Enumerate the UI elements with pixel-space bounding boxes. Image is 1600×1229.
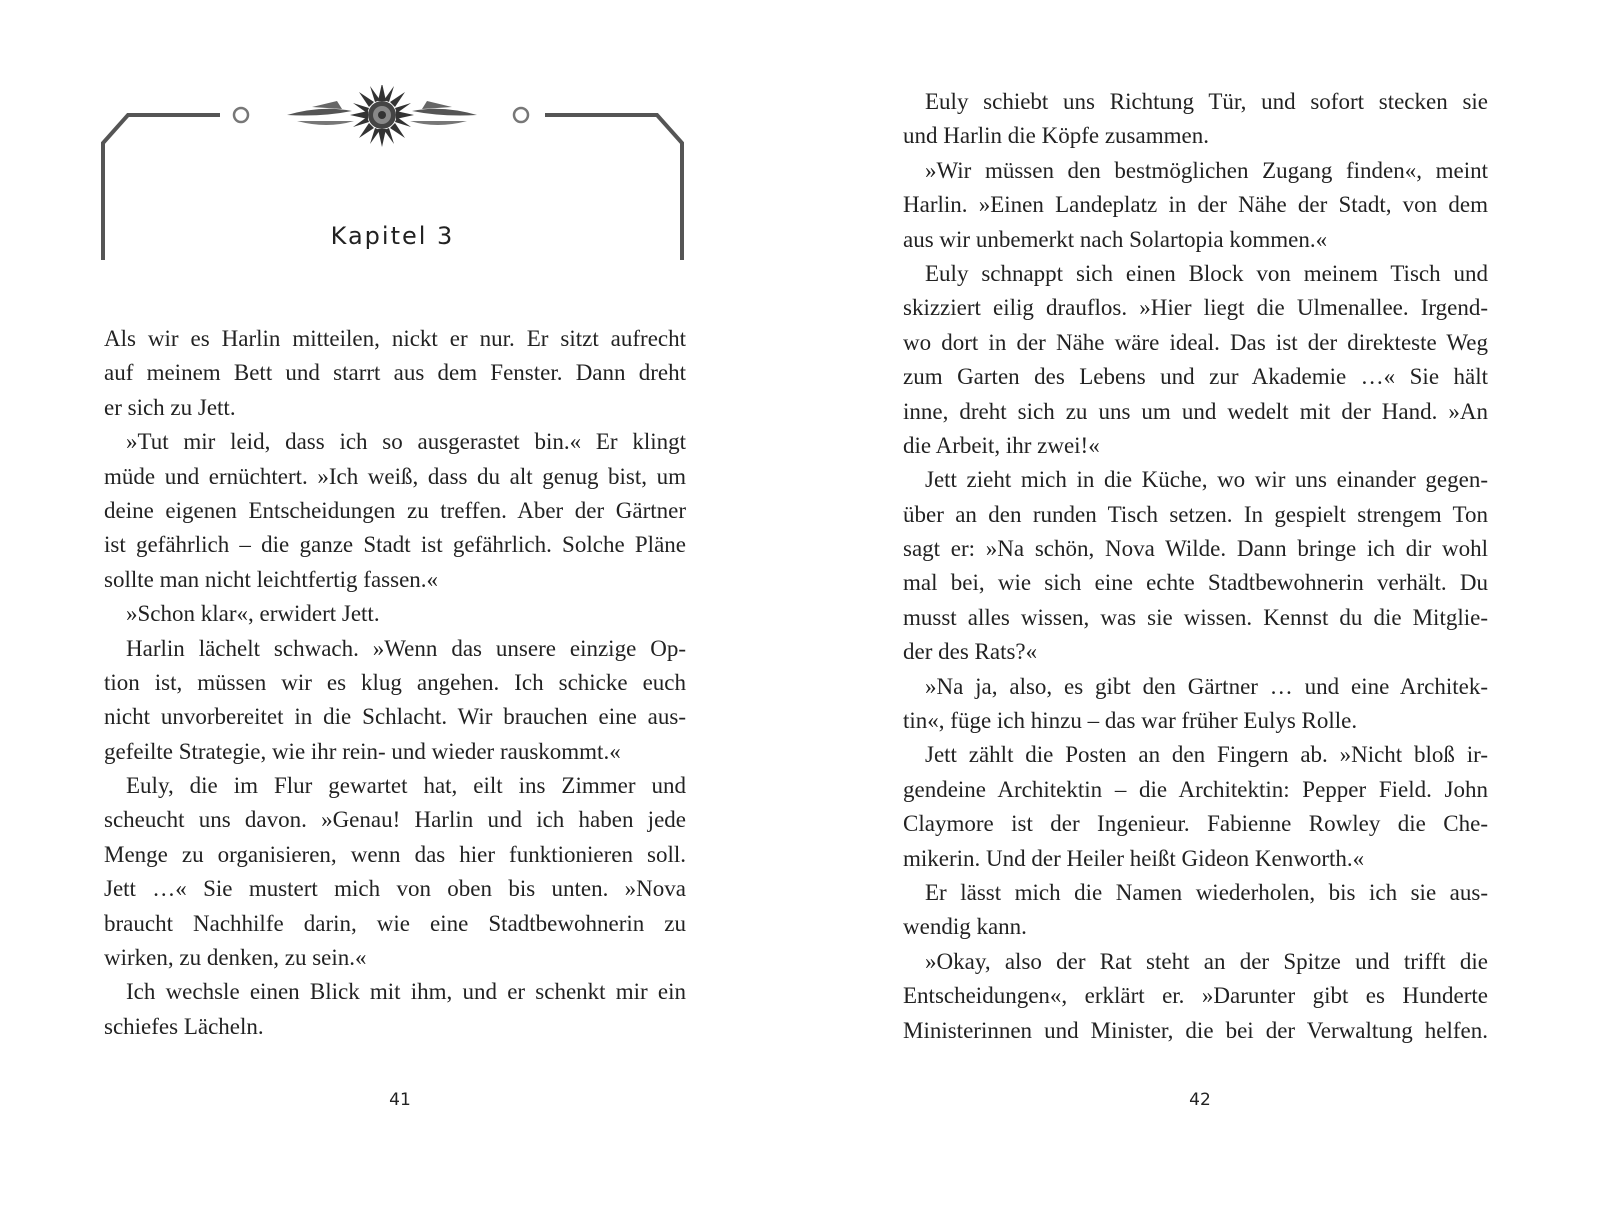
text-line: wendig kann. [903,914,1027,940]
text-line: Ich wechsle einen Blick mit ihm, und er schenkt mir ein [126,979,686,1005]
text-line: über an den runden Tisch setzen. In gespielt strengem Ton [903,501,1488,527]
text-line: Harlin. »Einen Landeplatz in der Nähe der Stadt, von dem [903,192,1488,218]
text-line: deine eigenen Entscheidungen zu treffen. Aber der Gärtner [104,497,686,523]
text-line: Als wir es Harlin mitteilen, nickt er nur. Er sitzt aufrecht [104,326,686,351]
text-line: wirken, zu denken, zu sein.« [104,945,367,971]
text-line: braucht Nachhilfe darin, wie eine Stadtbewohnerin zu [104,910,686,936]
text-line: »Schon klar«, erwidert Jett. [126,601,380,627]
text-line: inne, dreht sich zu uns um und wedelt mit der Hand. »An [903,398,1488,424]
text-line: müde und ernüchtert. »Ich weiß, dass du alt genug bist, um [104,463,686,489]
right-knob-icon [514,108,528,122]
left-page-text [104,322,686,1044]
text-line: zum Garten des Lebens und zur Akademie …« Sie hält [903,364,1488,390]
text-line: gendeine Architektin – die Architektin: Pepper Field. John [903,776,1488,802]
text-line: Jett zieht mich in die Küche, wo wir uns einander gegen- [925,467,1488,493]
text-line: tion ist, müssen wir es klug angehen. Ich schicke euch [104,669,686,695]
text-line: Entscheidungen«, erklärt er. »Darunter gibt es Hunderte [903,983,1488,1009]
chapter-title: Kapitel 3 [330,222,455,250]
text-line: »Okay, also der Rat steht an der Spitze und trifft die [925,948,1488,974]
text-line: Euly, die im Flur gewartet hat, eilt ins Zimmer und [126,773,686,799]
page-number-left: 41 [389,1090,411,1110]
text-line: Jett zählt die Posten an den Fingern ab. »Nicht bloß ir- [925,742,1488,768]
text-line: skizziert eilig drauflos. »Hier liegt die Ulmenallee. Irgend- [903,295,1488,321]
text-line: Harlin lächelt schwach. »Wenn das unsere einzige Op- [126,635,686,661]
page-number-right: 42 [1189,1090,1211,1110]
text-line: gefeilte Strategie, wie ihr rein- und wieder rauskommt.« [104,738,621,764]
text-line: Er lässt mich die Namen wiederholen, bis ich sie aus- [925,879,1488,905]
text-line: musst alles wissen, was sie wissen. Kennst du die Mitglie- [903,604,1488,630]
text-line: sagt er: »Na schön, Nova Wilde. Dann bringe ich dir wohl [903,536,1488,562]
text-line: mal bei, wie sich eine echte Stadtbewohnerin verhält. Du [903,570,1488,596]
right-page-text [903,85,1488,1048]
text-line: Menge zu organisieren, wenn das hier funktionieren soll. [104,841,686,867]
text-line: Claymore ist der Ingenieur. Fabienne Rowley die Che- [903,811,1488,837]
text-line: er sich zu Jett. [104,394,236,420]
text-line: der des Rats?« [903,639,1038,665]
text-line: Euly schnappt sich einen Block von meinem Tisch und [925,260,1488,286]
text-line: »Na ja, also, es gibt den Gärtner … und eine Architek- [925,673,1488,699]
text-line: und Harlin die Köpfe zusammen. [903,123,1209,149]
text-line: »Wir müssen den bestmöglichen Zugang finden«, meint [925,157,1488,183]
text-line: schiefes Lächeln. [104,1013,264,1039]
text-line: Ministerinnen und Minister, die bei der Verwaltung helfen. [903,1017,1488,1043]
text-line: auf meinem Bett und starrt aus dem Fenster. Dann dreht [104,360,686,386]
text-line: Jett …« Sie mustert mich von oben bis unten. »Nova [104,876,686,902]
text-line: die Arbeit, ihr zwei!« [903,432,1100,458]
text-line: Euly schiebt uns Richtung Tür, und sofort stecken sie [925,89,1488,114]
text-line: nicht unvorbereitet in die Schlacht. Wir brauchen eine aus- [104,704,686,730]
text-line: mikerin. Und der Heiler heißt Gideon Kenworth.« [903,845,1365,871]
text-line: sollte man nicht leichtfertig fassen.« [104,566,439,592]
text-line: tin«, füge ich hinzu – das war früher Eulys Rolle. [903,708,1358,734]
right-page [800,0,1600,1229]
text-line: ist gefährlich – die ganze Stadt ist gefährlich. Solche Pläne [104,532,686,558]
text-line: wo dort in der Nähe wäre ideal. Das ist der direkteste Weg [903,329,1488,355]
chapter-header-frame [100,85,685,280]
text-line: »Tut mir leid, dass ich so ausgerastet bin.« Er klingt [126,429,686,455]
left-knob-icon [234,108,248,122]
text-line: aus wir unbemerkt nach Solartopia kommen.« [903,226,1328,252]
text-line: scheucht uns davon. »Genau! Harlin und ich haben jede [104,807,686,833]
sunburst-ornament-icon [287,85,477,147]
